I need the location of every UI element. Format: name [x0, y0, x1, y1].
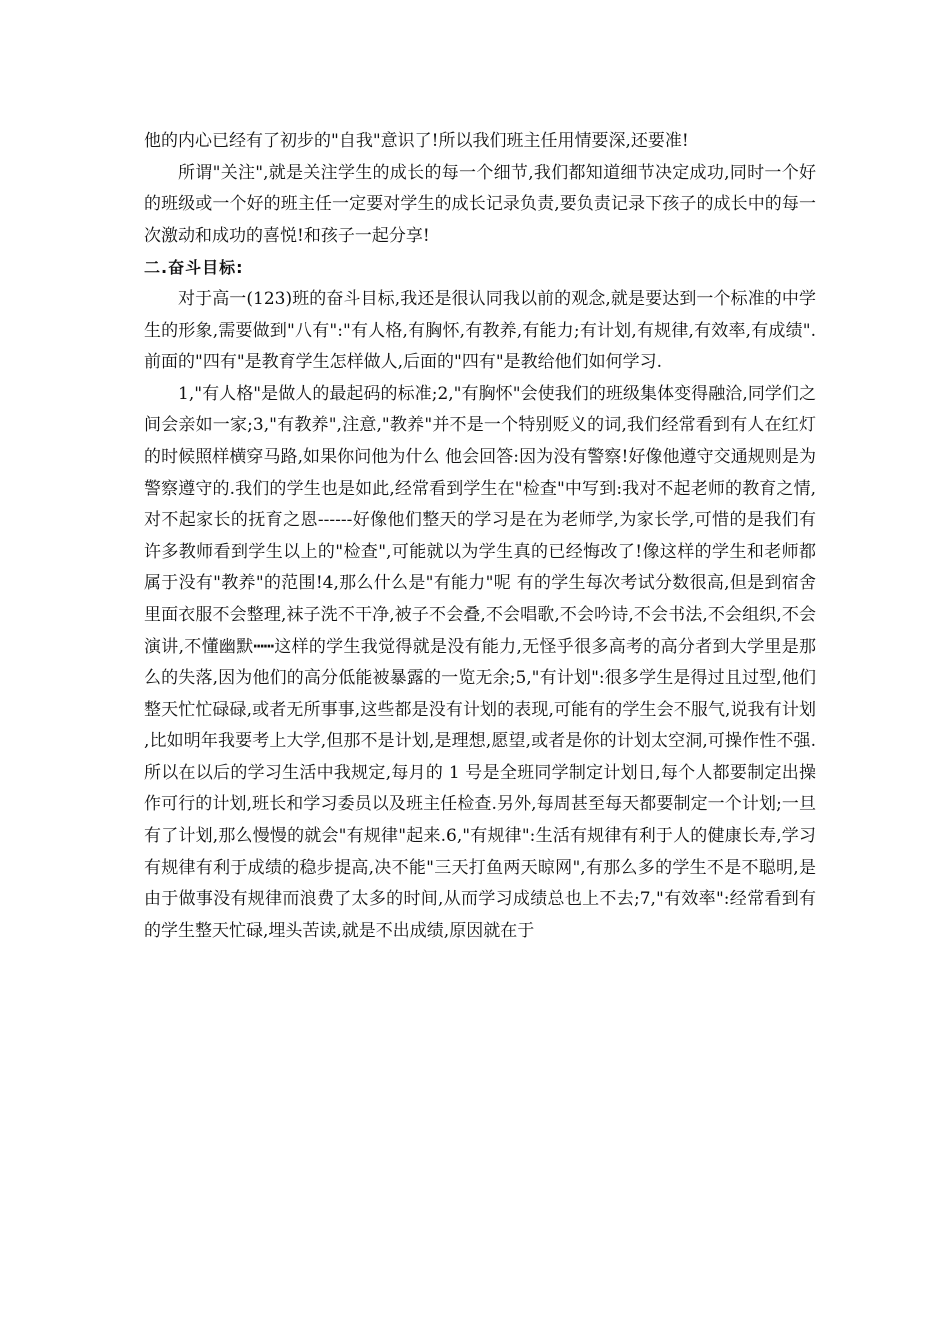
section-heading: 二.奋斗目标: [144, 258, 244, 278]
paragraph-continuation: 他的内心已经有了初步的"自我"意识了!所以我们班主任用情要深,还要准! [144, 131, 689, 151]
paragraph-goals-intro: 对于高一(123)班的奋斗目标,我还是很认同我以前的观念,就是要达到一个标准的中学生的形象,需要做到"八有":"有人格,有胸怀,有教养,有能力;有计划,有规律,有效率,有成绩".前面的"四有"是教育学生怎样做人,后面的"四有"是教给他们如何学习. [144, 288, 816, 373]
paragraph-goals-detail: 1,"有人格"是做人的最起码的标准;2,"有胸怀"会使我们的班级集体变得融洽,同学们之间会亲如一家;3,"有教养",注意,"教养"并不是一个特别贬义的词,我们经常看到有人在红灯的时候照样横穿马路,如果你问他为什么 他会回答:因为没有警察!好像他遵守交通规则是为警察遵守的.我们的学生也是如此,经常看到学生在"检查"中写到:我对不起老师的教育之情,对不起家长的抚育之恩------好像他们整天的学习是在为老师学,为家长学,可惜的是我们有许多教师看到学生以上的"检查",可能就以为学生真的已经悔改了!像这样的学生和老师都属于没有"教养"的范围!4,那么什么是"有能力"呢 有的学生每次考试分数很高,但是到宿舍里面衣服不会整理,袜子洗不干净,被子不会叠,不会唱歌,不会吟诗,不会书法,不会组织,不会演讲,不懂幽默┅┅这样的学生我觉得就是没有能力,无怪乎很多高考的高分者到大学里是那么的失落,因为他们的高分低能被暴露的一览无余;5,"有计划":很多学生是得过且过型,他们整天忙忙碌碌,或者无所事事,这些都是没有计划的表现,可能有的学生会不服气,说我有计划,比如明年我要考上大学,但那不是计划,是理想,愿望,或者是你的计划太空洞,可操作性不强.所以在以后的学习生活中我规定,每月的 1 号是全班同学制定计划日,每个人都要制定出操作可行的计划,班长和学习委员以及班主任检查.另外,每周甚至每天都要制定一个计划;一旦有了计划,那么慢慢的就会"有规律"起来.6,"有规律":生活有规律有利于人的健康长寿,学习有规律有利于成绩的稳步提高,决不能"三天打鱼两天晾网",有那么多的学生不是不聪明,是由于做事没有规律而浪费了太多的时间,从而学习成绩总也上不去;7,"有效率":经常看到有的学生整天忙碌,埋头苦读,就是不出成绩,原因就在于 [144, 383, 816, 941]
document-page [144, 126, 816, 947]
paragraph-attention: 所谓"关注",就是关注学生的成长的每一个细节,我们都知道细节决定成功,同时一个好的班级或一个好的班主任一定要对学生的成长记录负责,要负责记录下孩子的成长中的每一次激动和成功的喜悦!和孩子一起分享! [144, 162, 816, 246]
